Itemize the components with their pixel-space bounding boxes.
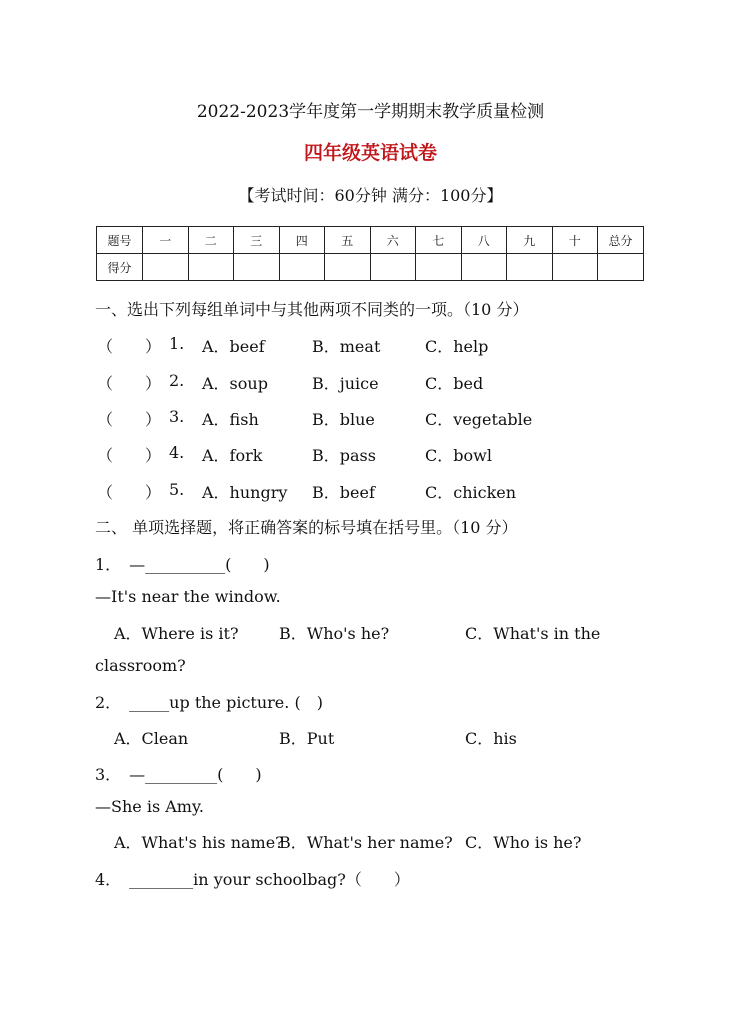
option-c: C．help	[425, 337, 489, 356]
item-number: 1.	[169, 334, 185, 353]
score-col-10: 十	[552, 227, 598, 254]
score-col-total: 总分	[598, 227, 644, 254]
score-cell	[598, 254, 644, 281]
score-cell	[507, 254, 553, 281]
answer-bracket: （ ）	[97, 446, 162, 465]
score-cell	[552, 254, 598, 281]
score-row-label: 得分	[97, 254, 143, 281]
score-cell	[188, 254, 234, 281]
score-table-header-row	[97, 227, 644, 254]
answer-bracket: （ ）	[97, 410, 162, 429]
item-number: 5.	[169, 480, 185, 499]
score-col-5: 五	[325, 227, 371, 254]
question-1-option-c-cont: classroom?	[95, 656, 186, 675]
option-b: B．meat	[312, 337, 381, 356]
answer-bracket: （ ）	[97, 483, 162, 502]
item-number: 3.	[169, 407, 185, 426]
option-a: A．hungry	[202, 483, 288, 502]
option-c: C．bed	[425, 374, 484, 393]
score-cell	[325, 254, 371, 281]
option-a: A．fork	[202, 446, 263, 465]
section2-title: 二、 单项选择题，将正确答案的标号填在括号里。（10 分）	[95, 518, 518, 537]
option-b: B．beef	[312, 483, 375, 502]
score-col-9: 九	[507, 227, 553, 254]
question-3-answer: —She is Amy.	[95, 797, 204, 816]
score-col-3: 三	[234, 227, 280, 254]
question-1-stem: 1． —__________( )	[95, 555, 270, 574]
score-col-6: 六	[370, 227, 416, 254]
question-1-option-b: B．Who's he?	[279, 624, 390, 643]
score-cell	[461, 254, 507, 281]
answer-bracket: （ ）	[97, 337, 162, 356]
exam-info: 【考试时间：60分钟 满分：100分】	[238, 186, 503, 205]
option-a: A．beef	[202, 337, 265, 356]
question-1-option-a: A．Where is it?	[114, 624, 239, 643]
option-c: C．chicken	[425, 483, 517, 502]
question-2-option-c: C．his	[465, 729, 517, 748]
score-col-2: 二	[188, 227, 234, 254]
question-3-option-c: C．Who is he?	[465, 833, 582, 852]
question-3-option-b: B．What's her name?	[279, 833, 453, 852]
score-table-score-row	[97, 254, 644, 281]
score-cell	[370, 254, 416, 281]
option-a: A．soup	[202, 374, 268, 393]
score-cell	[416, 254, 462, 281]
section1-title: 一、选出下列每组单词中与其他两项不同类的一项。（10 分）	[95, 300, 529, 319]
question-4-stem: 4． ________in your schoolbag?（ ）	[95, 870, 410, 889]
question-2-option-b: B．Put	[279, 729, 335, 748]
question-1-answer: —It's near the window.	[95, 587, 281, 606]
option-b: B．blue	[312, 410, 375, 429]
score-cell	[234, 254, 280, 281]
item-number: 2.	[169, 371, 185, 390]
option-c: C．bowl	[425, 446, 492, 465]
option-c: C．vegetable	[425, 410, 533, 429]
score-table-header-label: 题号	[97, 227, 143, 254]
score-cell	[143, 254, 189, 281]
question-2-stem: 2． _____up the picture. ( )	[95, 693, 323, 712]
question-3-option-a: A．What's his name?	[114, 833, 284, 852]
answer-bracket: （ ）	[97, 374, 162, 393]
question-1-option-c: C．What's in the	[465, 624, 601, 643]
score-table	[96, 226, 644, 281]
option-a: A．fish	[202, 410, 259, 429]
score-col-1: 一	[143, 227, 189, 254]
question-2-option-a: A．Clean	[114, 729, 189, 748]
score-cell	[279, 254, 325, 281]
exam-title: 2022-2023学年度第一学期期末教学质量检测	[196, 102, 545, 122]
option-b: B．pass	[312, 446, 376, 465]
question-3-stem: 3． —_________( )	[95, 765, 262, 784]
score-col-4: 四	[279, 227, 325, 254]
score-col-8: 八	[461, 227, 507, 254]
score-col-7: 七	[416, 227, 462, 254]
option-b: B．juice	[312, 374, 379, 393]
exam-subtitle: 四年级英语试卷	[303, 142, 437, 164]
item-number: 4.	[169, 443, 185, 462]
